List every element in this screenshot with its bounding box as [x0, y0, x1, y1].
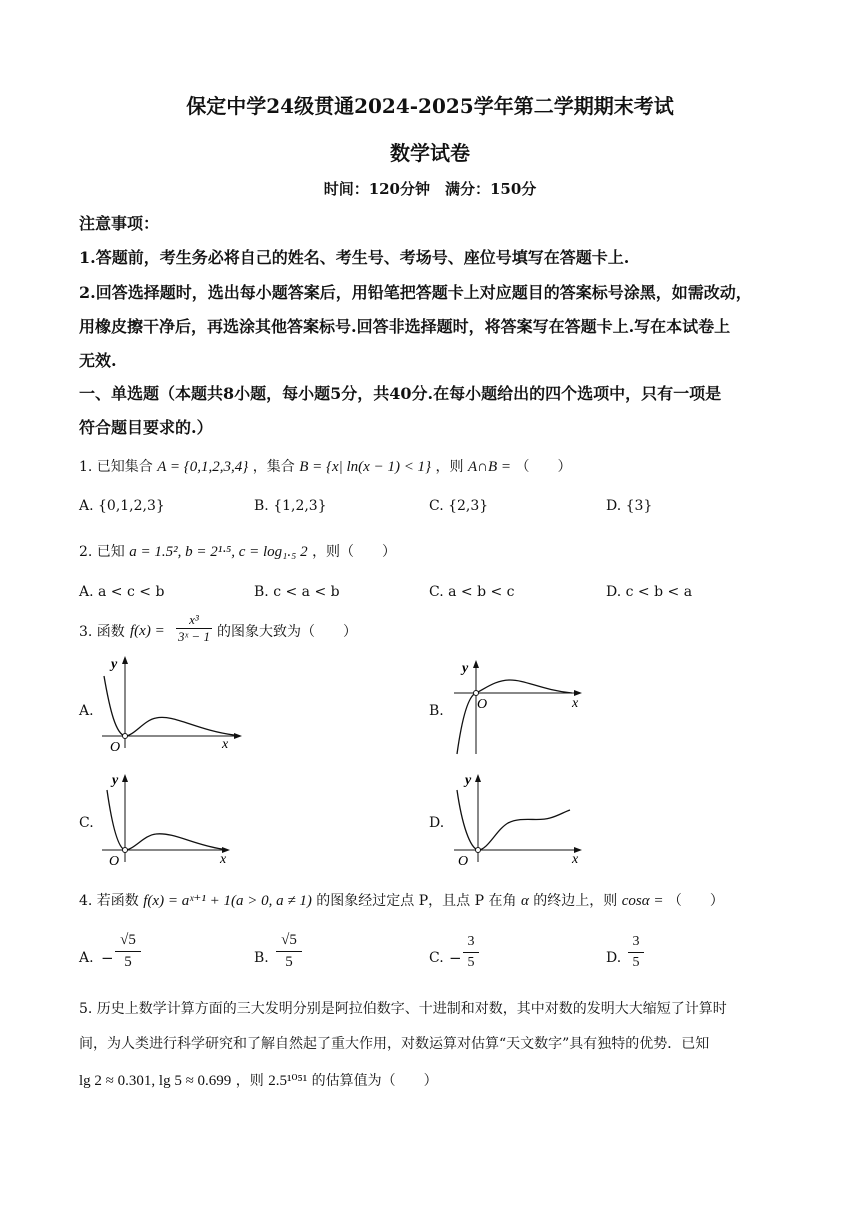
q4-option-b-numerator: √5 — [281, 932, 297, 948]
q4-cos: cosα = — [621, 893, 664, 909]
q3-graph-c-x-label: x — [220, 852, 227, 866]
q4-func: f(x) = aˣ⁺¹ + 1(a > 0, a ≠ 1) — [143, 893, 312, 909]
q4-mid2: 的终边上，则 — [533, 893, 618, 909]
notice-item-2-line-1: 2.回答选择题时，选出每小题答案后，用铅笔把答题卡上对应题目的答案标号涂黑，如需改动， — [79, 283, 752, 302]
q1-option-c[interactable]: C. {2,3} — [429, 498, 489, 514]
q3-prefix: 3. 函数 — [79, 624, 125, 640]
q3-suffix: 的图象大致为（ ） — [217, 624, 357, 640]
q4-mid: 的图象经过定点 P，且点 P 在角 — [316, 893, 517, 909]
q3-graph-d-x-label: x — [572, 852, 579, 866]
q1-option-d[interactable]: D. {3} — [606, 498, 653, 514]
q4-option-c-denominator: 5 — [467, 955, 475, 970]
time-info: 时间：120分钟 满分：150分 — [323, 180, 537, 198]
q4-option-a-sign: − — [101, 949, 114, 967]
q3-graph-d-y-label: y — [465, 773, 472, 788]
q3-denominator: 3ˣ − 1 — [178, 629, 210, 644]
q3-graph-c-y-label: y — [112, 773, 119, 788]
q4-option-c-sign: − — [449, 949, 462, 967]
q3-graph-d-origin: O — [458, 854, 469, 866]
q4-option-a-numerator: √5 — [120, 932, 136, 948]
q1-option-b[interactable]: B. {1,2,3} — [254, 498, 327, 514]
q1-set-b: B = {x| ln(x − 1) < 1} — [299, 459, 432, 475]
q1-expr: A∩B = — [467, 459, 511, 475]
q4-option-a-fraction — [115, 932, 141, 971]
q2-option-d[interactable]: D. c < b < a — [606, 584, 693, 600]
q4-option-b-bar — [276, 951, 302, 952]
q3-graph-a-y-label: y — [111, 657, 118, 672]
notice-item-2-line-2: 用橡皮擦干净后，再选涂其他答案标号.回答非选择题时，将答案写在答题卡上.写在本试卷上 — [79, 317, 731, 336]
exam-title: 保定中学24级贯通2024-2025学年第二学期期末考试 — [186, 94, 674, 118]
q1-paren: （ ） — [515, 459, 572, 475]
q3-graph-label-b[interactable]: B. — [429, 703, 444, 719]
q5-power: 2.5¹⁰⁵¹ — [268, 1073, 308, 1089]
question-1-stem — [79, 458, 571, 476]
q3-graph-a-x-label: x — [222, 737, 229, 752]
q4-option-b-label: B. — [254, 950, 269, 966]
q3-graph-b-y-label: y — [462, 661, 469, 676]
q4-option-c[interactable] — [429, 932, 589, 982]
q4-option-d-denominator: 5 — [632, 955, 640, 970]
q2-option-a[interactable]: A. a < c < b — [79, 584, 165, 600]
q4-option-d-fraction — [628, 934, 644, 971]
q4-prefix: 4. 若函数 — [79, 893, 139, 909]
q3-graph-label-d[interactable]: D. — [429, 815, 445, 831]
q3-graph-b-x-label: x — [572, 696, 579, 711]
exam-subtitle: 数学试卷 — [390, 141, 470, 165]
q4-option-b-fraction — [276, 932, 302, 971]
q5-line-2: 间，为人类进行科学研究和了解自然起了重大作用，对数运算对估算“天文数字”具有独特的优势．已知 — [79, 1036, 710, 1052]
q4-option-d-bar — [628, 952, 644, 953]
notice-item-2-line-3: 无效. — [79, 351, 117, 370]
q2-option-c[interactable]: C. a < b < c — [429, 584, 515, 600]
q3-graph-b-origin: O — [477, 697, 488, 712]
question-2-stem — [79, 543, 396, 561]
section-1-heading-line-1: 一、单选题（本题共8小题，每小题5分，共40分.在每小题给出的四个选项中，只有一项是 — [79, 384, 722, 403]
q3-graph-b[interactable] — [450, 656, 590, 756]
question-4-stem — [79, 892, 724, 910]
q4-option-a-label: A. — [79, 950, 94, 966]
q4-option-c-bar — [463, 952, 479, 953]
q1-set-a: A = {0,1,2,3,4} — [157, 459, 249, 475]
q4-option-b[interactable] — [254, 932, 414, 982]
q3-graph-c-origin: O — [109, 854, 120, 866]
q3-graph-label-c[interactable]: C. — [79, 815, 94, 831]
notice-heading: 注意事项： — [79, 214, 160, 233]
q4-option-b-denominator: 5 — [285, 954, 293, 970]
q4-alpha: α — [520, 893, 529, 909]
q4-option-a[interactable] — [79, 932, 239, 982]
q4-option-a-denominator: 5 — [124, 954, 132, 970]
q3-func-lhs: f(x) = — [130, 623, 165, 639]
q4-option-c-fraction — [463, 934, 479, 971]
q2-expr: a = 1.5², b = 2¹·⁵, c = log₁.₅ 2 — [129, 544, 308, 560]
q3-fraction — [176, 612, 212, 645]
q2-suffix: ，则（ ） — [312, 544, 397, 560]
q2-prefix: 2. 已知 — [79, 544, 125, 560]
section-1-heading-line-2: 符合题目要求的.） — [79, 418, 213, 437]
q4-paren: （ ） — [667, 893, 724, 909]
q1-prefix: 1. 已知集合 — [79, 459, 153, 475]
q3-graph-d[interactable] — [450, 770, 590, 866]
q5-line-3 — [79, 1072, 438, 1090]
q5-line-1: 5. 历史上数学计算方面的三大发明分别是阿拉伯数字、十进制和对数，其中对数的发明大大缩短了计算时 — [79, 1001, 727, 1017]
q1-ask: ，则 — [435, 459, 464, 475]
q1-mid: ，集合 — [252, 459, 295, 475]
q3-numerator: x³ — [189, 612, 199, 627]
q2-option-b[interactable]: B. c < a < b — [254, 584, 340, 600]
q4-option-d[interactable] — [606, 932, 766, 982]
q5-mid: ，则 — [235, 1073, 264, 1089]
q1-option-a[interactable]: A. {0,1,2,3} — [79, 498, 165, 514]
q4-option-d-numerator: 3 — [632, 934, 640, 949]
q3-graph-a[interactable] — [96, 656, 246, 752]
q4-option-c-numerator: 3 — [467, 934, 475, 949]
q4-option-d-label: D. — [606, 950, 622, 966]
q5-given: lg 2 ≈ 0.301, lg 5 ≈ 0.699 — [79, 1073, 232, 1089]
notice-item-1: 1.答题前，考生务必将自己的姓名、考生号、考场号、座位号填写在答题卡上. — [79, 248, 630, 267]
q3-graph-label-a[interactable]: A. — [79, 703, 94, 719]
q3-graph-a-origin: O — [110, 740, 121, 752]
q5-suffix: 的估算值为（ ） — [311, 1073, 438, 1089]
q4-option-a-bar — [115, 951, 141, 952]
q3-graph-c[interactable] — [98, 770, 238, 866]
q4-option-c-label: C. — [429, 950, 444, 966]
